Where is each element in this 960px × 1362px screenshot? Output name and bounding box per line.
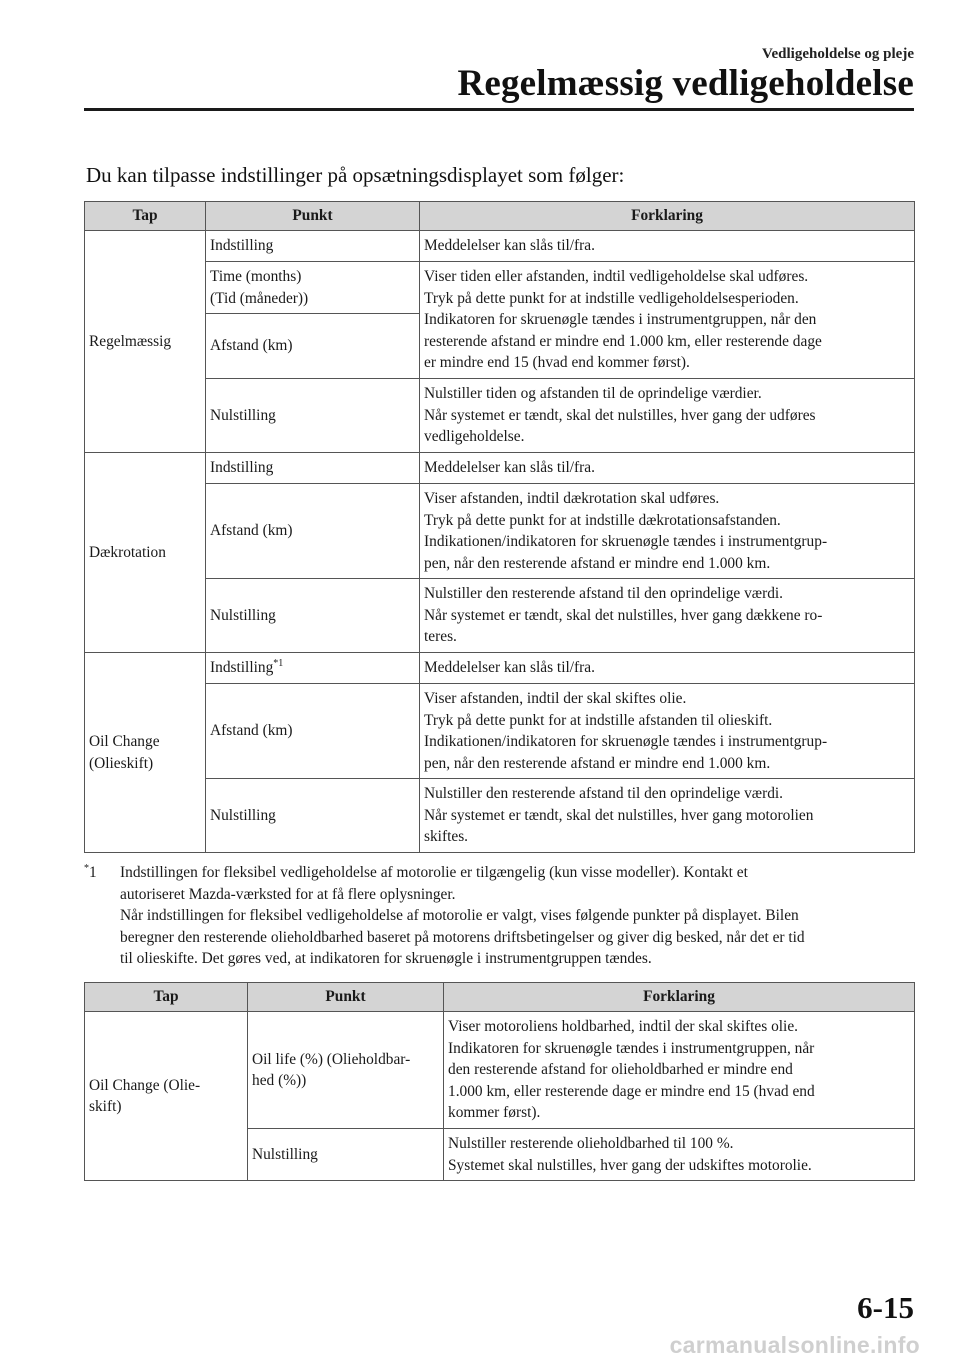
tap-cell: Dækrotation (85, 453, 206, 653)
table-row (85, 231, 915, 262)
forklaring-cell: Nulstiller resterende olieholdbarhed til 100 %. Systemet skal nulstilles, hver gang der udskiftes motorolie. (444, 1129, 915, 1181)
forklaring-cell: Nulstiller den resterende afstand til den oprindelige værdi. Når systemet er tændt, skal det nulstilles, hver gang dækkene ro- teres. (420, 579, 915, 653)
punkt-cell: Nulstilling (206, 579, 420, 653)
section-header: Vedligeholdelse og pleje (762, 46, 914, 62)
punkt-cell: Afstand (km) (206, 484, 420, 579)
header-forklaring: Forklaring (444, 983, 915, 1012)
table-row (85, 453, 915, 484)
table-row (85, 684, 915, 779)
footnote-ref: *1 (273, 658, 284, 670)
table-header-row (85, 983, 915, 1012)
forklaring-cell: Meddelelser kan slås til/fra. (420, 231, 915, 262)
forklaring-cell: Viser motoroliens holdbarhed, indtil der skal skiftes olie. Indikatoren for skruenøgle tændes i instrumentgruppen, når den resterende afstand for olieholdbarhed er mindre end 1.000 km, eller resterende dage er mindre end 15 (hvad end kommer først). (444, 1012, 915, 1129)
tap-cell: Regelmæssig (85, 231, 206, 453)
table-row (85, 379, 915, 453)
forklaring-cell: Viser afstanden, indtil der skal skiftes olie. Tryk på dette punkt for at indstille afstanden til olieskift. Indikationen/indikatoren for skruenøgle tændes i instrumentgrup- pen, når den resterende afstand er mindre end 1.000 km. (420, 684, 915, 779)
punkt-cell: Time (months) (Tid (måneder)) (206, 262, 420, 314)
punkt-cell: Oil life (%) (Olieholdbar- hed (%)) (248, 1012, 444, 1129)
settings-table (84, 201, 915, 853)
header-punkt: Punkt (206, 202, 420, 231)
footnote-marker: *1 (84, 862, 97, 881)
intro-text: Du kan tilpasse indstillinger på opsætningsdisplayet som følger: (86, 163, 625, 187)
header-forklaring: Forklaring (420, 202, 915, 231)
tap-cell: Oil Change (Olie- skift) (85, 1012, 248, 1181)
table-row (85, 484, 915, 579)
punkt-cell: Nulstilling (206, 379, 420, 453)
header-tap: Tap (85, 202, 206, 231)
table-row (85, 579, 915, 653)
table-row (85, 1012, 915, 1129)
forklaring-cell: Meddelelser kan slås til/fra. (420, 653, 915, 684)
forklaring-cell: Viser afstanden, indtil dækrotation skal udføres. Tryk på dette punkt for at indstille dækrotationsafstanden. Indikationen/indikatoren for skruenøgle tændes i instrumentgrup- pen, når den resterende afstand er mindre end 1.000 km. (420, 484, 915, 579)
forklaring-cell: Nulstiller den resterende afstand til den oprindelige værdi. Når systemet er tændt, skal det nulstilles, hver gang motorolien skiftes. (420, 779, 915, 853)
table-header-row (85, 202, 915, 231)
header-tap: Tap (85, 983, 248, 1012)
footnote: *1 Indstillingen for fleksibel vedligeholdelse af motorolie er tilgængelig (kun visse modeller). Kontakt et autoriseret Mazda-værksted for at få flere oplysninger. Når indstillingen for fleksibel vedligeholdelse af motorolie er valgt, vises følgende punkter på displayet. Bilen beregner den resterende olieholdbarhed baseret på motorens driftsbetingelser og giver dig besked, når det er tid til olieskifte. Det gøres ved, at indikatoren for skruenøgle i instrumentgruppen tændes. (84, 862, 805, 967)
punkt-cell: Afstand (km) (206, 684, 420, 779)
header-punkt: Punkt (248, 983, 444, 1012)
page-title: Regelmæssig vedligeholdelse (457, 63, 914, 104)
forklaring-cell: Meddelelser kan slås til/fra. (420, 453, 915, 484)
punkt-cell: Nulstilling (206, 779, 420, 853)
punkt-cell: Indstilling (206, 453, 420, 484)
tap-cell: Oil Change (Olieskift) (85, 653, 206, 853)
table-row (85, 779, 915, 853)
punkt-cell: Indstilling$^{*1}$ (206, 653, 420, 684)
table-row (85, 653, 915, 684)
punkt-cell: Indstilling (206, 231, 420, 262)
punkt-cell: Nulstilling (248, 1129, 444, 1181)
forklaring-cell: Viser tiden eller afstanden, indtil vedligeholdelse skal udføres. Tryk på dette punkt for at indstille vedligeholdelsesperioden. Indikatoren for skruenøgle tændes i instrumentgruppen, når den resterende afstand er mindre end 1.000 km, eller resterende dage er mindre end 15 (hvad end kommer først). (420, 262, 915, 379)
forklaring-cell: Nulstiller tiden og afstanden til de oprindelige værdier. Når systemet er tændt, skal det nulstilles, hver gang der udføres vedligeholdelse. (420, 379, 915, 453)
page-number: 6-15 (857, 1290, 914, 1325)
table-row (85, 262, 915, 314)
watermark: carmanualsonline.info (669, 1332, 920, 1358)
header-rule (84, 108, 914, 111)
oil-life-table (84, 982, 915, 1181)
punkt-cell: Afstand (km) (206, 314, 420, 379)
